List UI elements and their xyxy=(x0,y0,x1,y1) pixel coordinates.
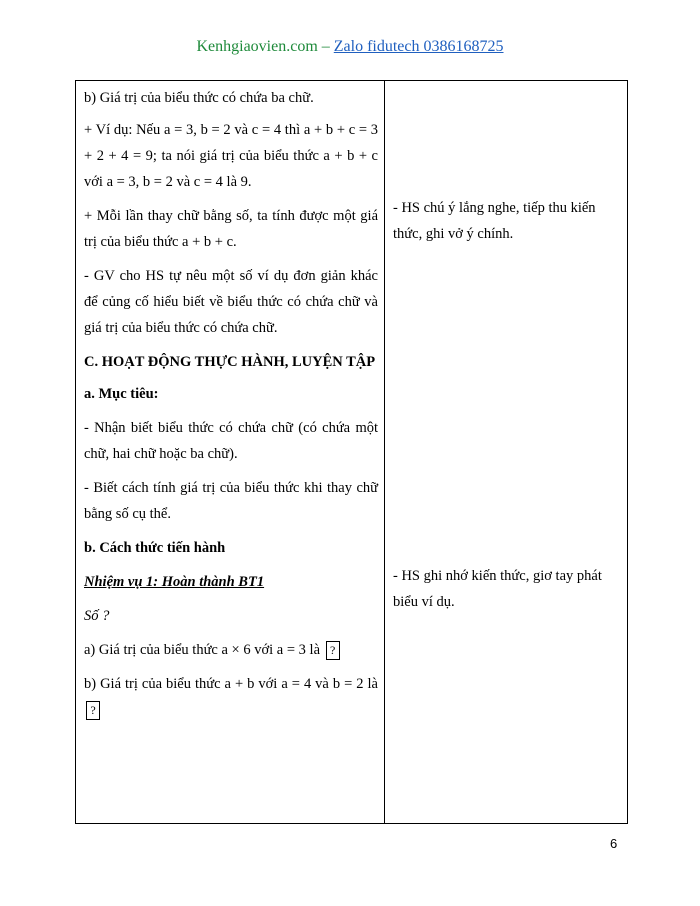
question-b-text: b) Giá trị của biểu thức a + b với a = 4 và b = 2 là xyxy=(84,676,378,692)
page-header xyxy=(0,38,700,56)
student-note-1: - HS chú ý lắng nghe, tiếp thu kiến thức, ghi vở ý chính. xyxy=(393,200,596,242)
paragraph-example: + Ví dụ: Nếu a = 3, b = 2 và c = 4 thì a + b + c = 3 + 2 + 4 = 9; ta nói giá trị của biểu thức a + b + c với a = 3, b = 2 và c = 4 là 9. xyxy=(84,122,378,190)
section-heading: C. HOẠT ĐỘNG THỰC HÀNH, LUYỆN TẬP xyxy=(84,354,376,370)
answer-box-b: ? xyxy=(86,701,100,720)
task-1-label: Nhiệm vụ 1: Hoàn thành BT1 xyxy=(84,574,265,590)
student-activity-cell xyxy=(385,81,628,824)
objective-heading: a. Mục tiêu: xyxy=(84,386,159,402)
task-1-title xyxy=(84,569,378,595)
table-row xyxy=(76,81,628,824)
question-a xyxy=(84,637,378,663)
question-b xyxy=(84,671,378,723)
paragraph-substitution: + Mỗi lần thay chữ bằng số, ta tính được một giá trị của biểu thức a + b + c. xyxy=(84,208,378,250)
method-heading: b. Cách thức tiến hành xyxy=(84,540,226,556)
objective-item-1: - Nhận biết biểu thức có chứa chữ (có chứa một chữ, hai chữ hoặc ba chữ). xyxy=(84,420,378,462)
paragraph-three-letters: b) Giá trị của biểu thức có chứa ba chữ. xyxy=(84,90,314,106)
paragraph-gv-instruction: - GV cho HS tự nêu một số ví dụ đơn giản khác để củng cố hiểu biết về biểu thức có chứa chữ và giá trị của biểu thức có chứa chữ. xyxy=(84,268,378,336)
so-label: Số ? xyxy=(84,608,110,624)
objective-item-2: - Biết cách tính giá trị của biểu thức khi thay chữ bằng số cụ thể. xyxy=(84,480,378,522)
lesson-table xyxy=(75,80,628,824)
answer-box-a: ? xyxy=(326,641,340,660)
site-name: Kenhgiaovien.com xyxy=(196,38,318,55)
page-number: 6 xyxy=(610,836,618,851)
question-a-text: a) Giá trị của biểu thức a × 6 với a = 3 là xyxy=(84,642,321,658)
contact-link[interactable]: Zalo fidutech 0386168725 xyxy=(333,38,504,55)
student-note-2: - HS ghi nhớ kiến thức, giơ tay phát biểu ví dụ. xyxy=(393,568,602,610)
teacher-activity-cell xyxy=(76,81,385,824)
header-separator: – xyxy=(317,38,334,55)
